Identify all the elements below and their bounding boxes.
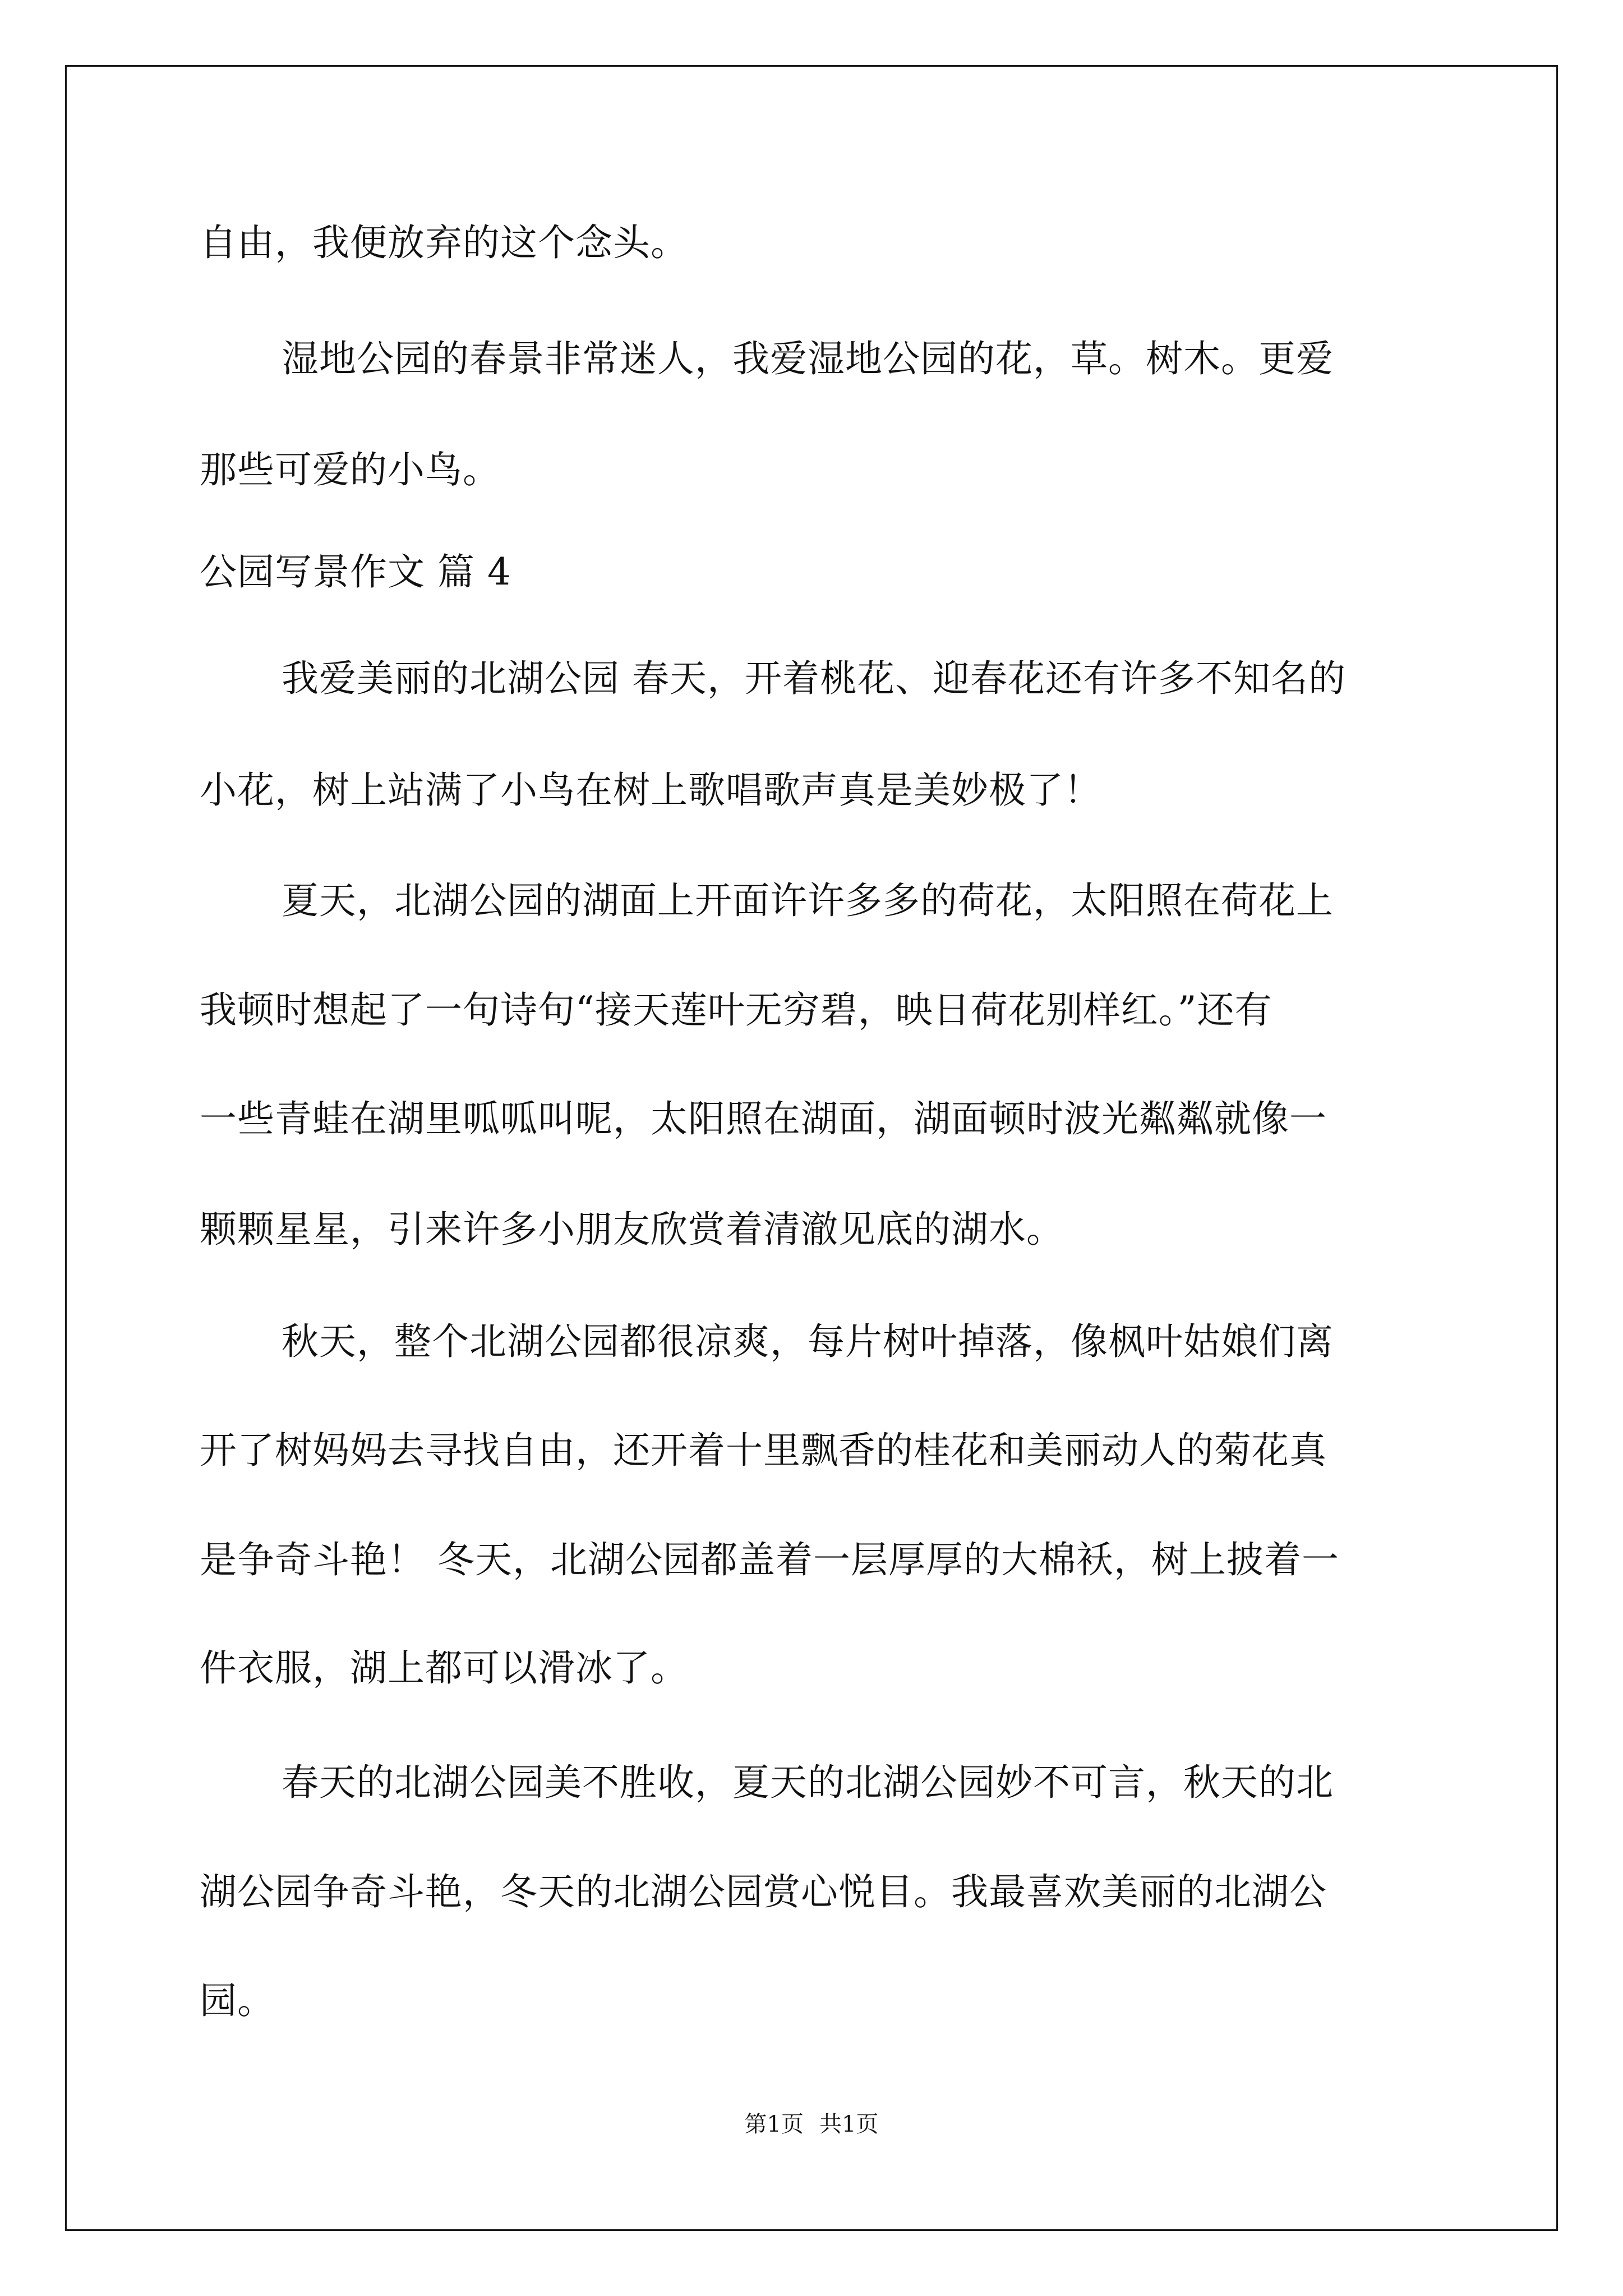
text-line: 小花，树上站满了小鸟在树上歌唱歌声真是美妙极了！ bbox=[200, 769, 1101, 812]
page-total: 共1页 bbox=[819, 2111, 879, 2137]
section-heading: 公园写景作文 篇 4 bbox=[200, 550, 511, 593]
text-line: 我顿时想起了一句诗句“接天莲叶无穷碧，映日荷花别样红。”还有 bbox=[200, 988, 1272, 1032]
text-line: 园。 bbox=[200, 1979, 275, 2022]
text-line: 件衣服，湖上都可以滑冰了。 bbox=[200, 1646, 688, 1690]
paragraph-line: 秋天，整个北湖公园都很凉爽，每片树叶掉落，像枫叶姑娘们离 bbox=[282, 1320, 1334, 1363]
text-line: 开了树妈妈去寻找自由，还开着十里飘香的桂花和美丽动人的菊花真 bbox=[200, 1429, 1327, 1472]
paragraph-line: 春天的北湖公园美不胜收，夏天的北湖公园妙不可言，秋天的北 bbox=[282, 1761, 1334, 1804]
page-footer bbox=[0, 2110, 1623, 2138]
paragraph-line: 湿地公园的春景非常迷人，我爱湿地公园的花，草。树木。更爱 bbox=[282, 337, 1334, 380]
text-line: 是争奇斗艳！ 冬天，北湖公园都盖着一层厚厚的大棉袄，树上披着一 bbox=[200, 1538, 1339, 1581]
paragraph-line: 夏天，北湖公园的湖面上开面许许多多的荷花，太阳照在荷花上 bbox=[282, 879, 1334, 922]
text-line: 自由，我便放弃的这个念头。 bbox=[200, 221, 688, 264]
page-number: 第1页 bbox=[744, 2111, 804, 2137]
text-line: 颗颗星星，引来许多小朋友欣赏着清澈见底的湖水。 bbox=[200, 1208, 1064, 1251]
text-line: 湖公园争奇斗艳，冬天的北湖公园赏心悦目。我最喜欢美丽的北湖公 bbox=[200, 1870, 1327, 1913]
text-line: 一些青蛙在湖里呱呱叫呢，太阳照在湖面，湖面顿时波光粼粼就像一 bbox=[200, 1097, 1327, 1140]
text-line: 那些可爱的小鸟。 bbox=[200, 448, 500, 491]
paragraph-line: 我爱美丽的北湖公园 春天，开着桃花、迎春花还有许多不知名的 bbox=[282, 657, 1346, 700]
